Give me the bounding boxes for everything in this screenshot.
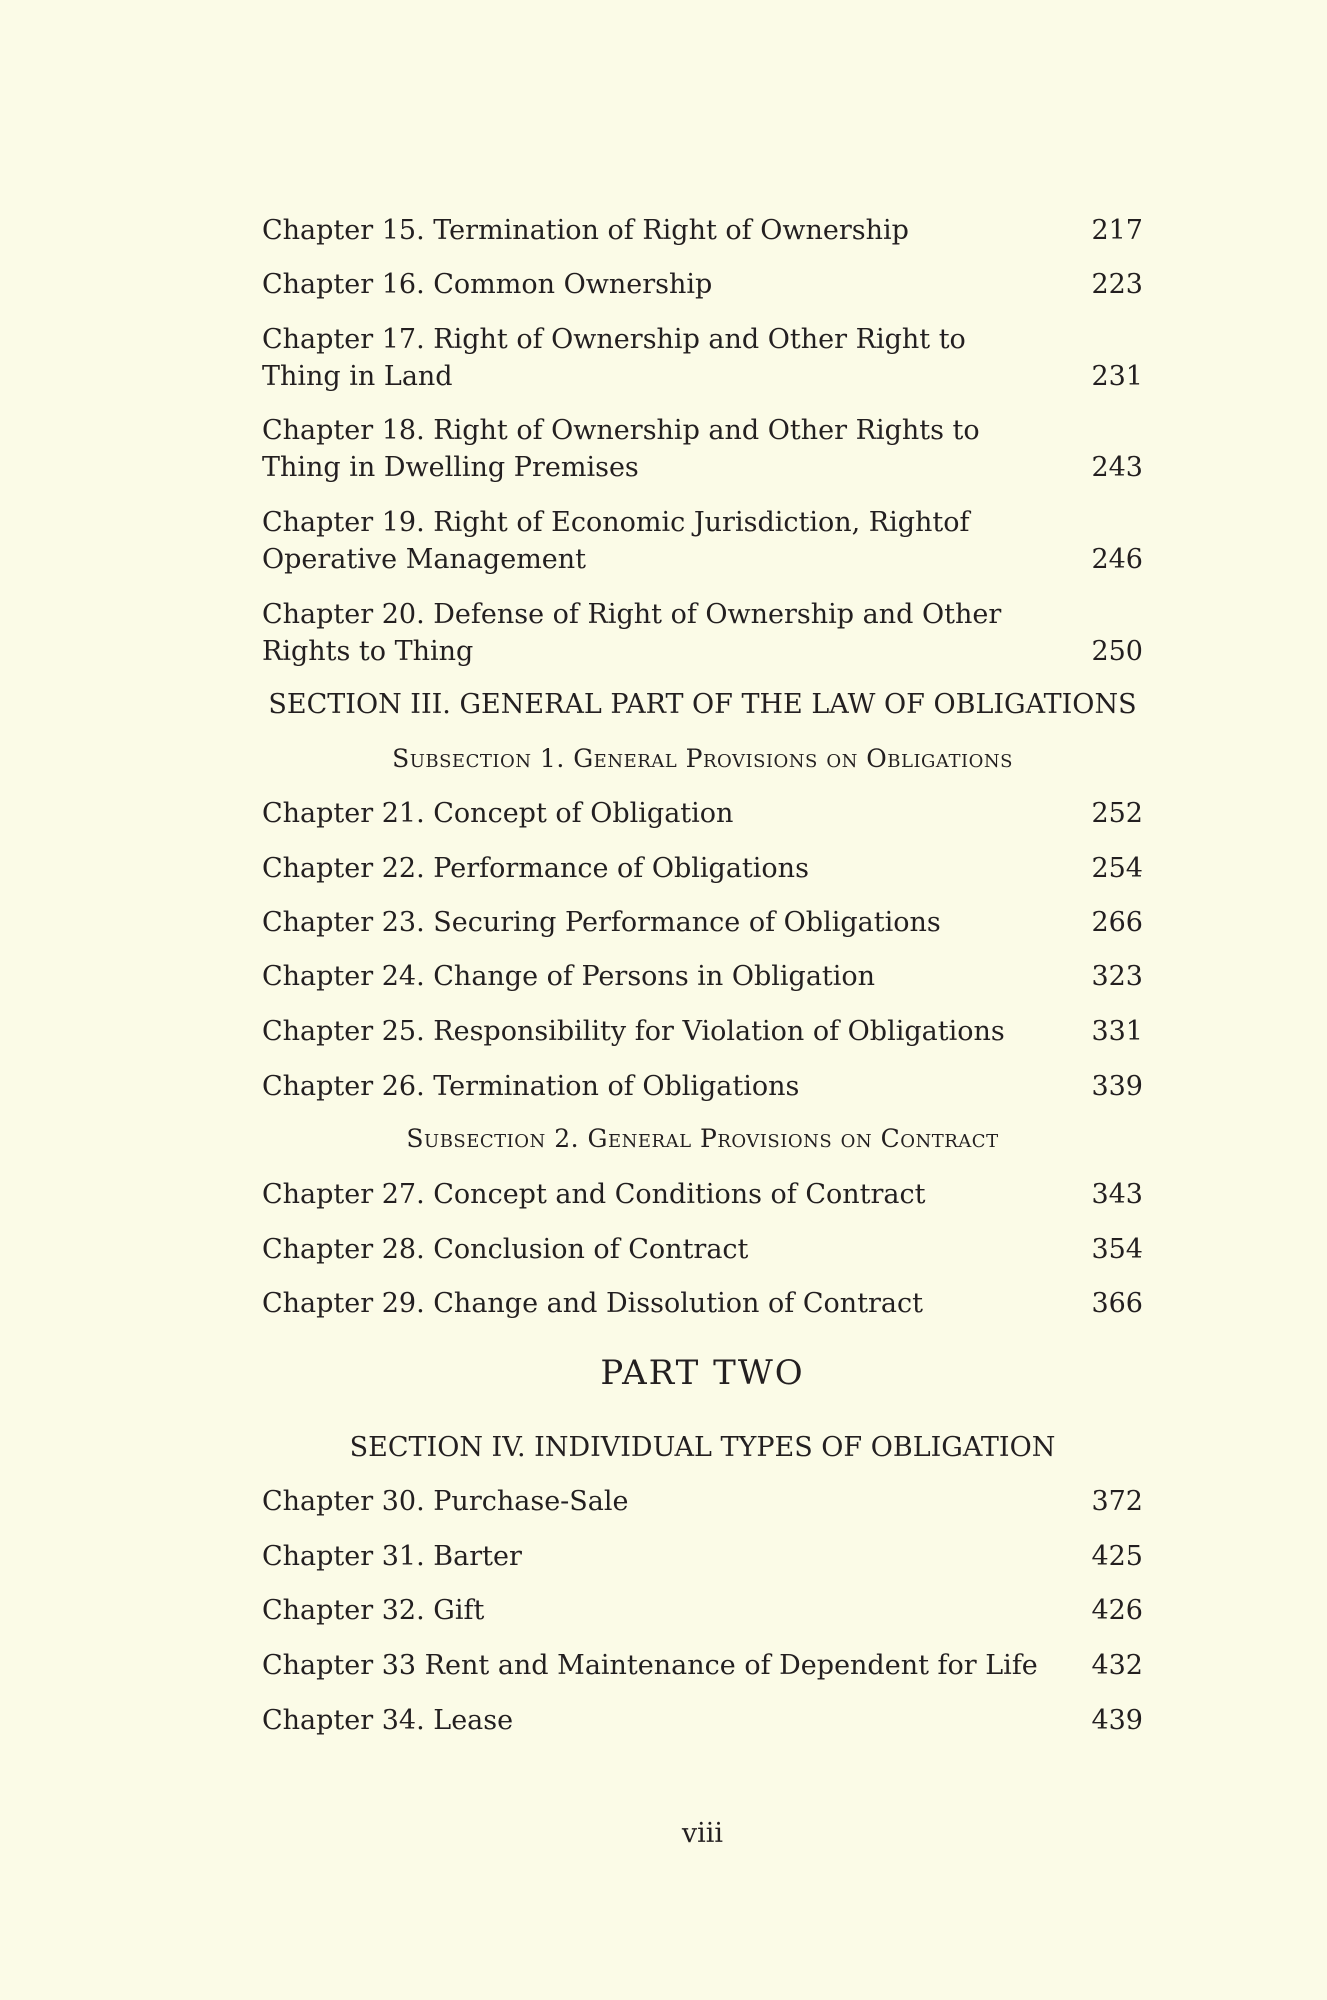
toc-entry-title: Chapter 32. Gift xyxy=(262,1595,485,1626)
toc-entry-page: 425 xyxy=(1091,1541,1143,1572)
toc-entry xyxy=(262,1176,1143,1213)
toc-entry-title: Chapter 29. Change and Dissolution of Contract xyxy=(262,1288,923,1319)
toc-entry-title: Chapter 22. Performance of Obligations xyxy=(262,853,809,884)
toc-entry-title: Chapter 27. Concept and Conditions of Contract xyxy=(262,1179,926,1210)
toc-entry-title: Chapter 21. Concept of Obligation xyxy=(262,798,734,829)
toc-entry-page: 246 xyxy=(1091,544,1143,575)
toc-entry-page: 343 xyxy=(1091,1179,1143,1210)
toc-entry xyxy=(262,1231,1143,1268)
toc-entry-title: Chapter 31. Barter xyxy=(262,1541,522,1572)
toc-entry xyxy=(262,321,1143,395)
toc-entry xyxy=(262,1483,1143,1520)
toc-entry-page: 372 xyxy=(1091,1486,1143,1517)
toc-entry-title: Chapter 33 Rent and Maintenance of Dependent for Life xyxy=(262,1650,1038,1681)
toc-entry-title: Chapter 28. Conclusion of Contract xyxy=(262,1234,749,1265)
toc-entry-title: Chapter 17. Right of Ownership and Other Right to Thing in Land xyxy=(262,324,966,392)
toc-entry xyxy=(262,1013,1143,1050)
toc-entry xyxy=(262,1068,1143,1105)
toc-entry xyxy=(262,958,1143,995)
toc-entry-page: 366 xyxy=(1091,1288,1143,1319)
subsection-heading: Subsection 1. General Provisions on Obligations xyxy=(392,744,1013,773)
toc-entry xyxy=(262,266,1143,303)
toc-entry-title: Chapter 18. Right of Ownership and Other Rights to Thing in Dwelling Premises xyxy=(262,415,980,483)
section-heading: SECTION III. GENERAL PART OF THE LAW OF OBLIGATIONS xyxy=(268,689,1137,720)
toc-entry-page: 231 xyxy=(1091,361,1143,392)
toc-entry-page: 354 xyxy=(1091,1234,1143,1265)
toc-entry-title: Chapter 20. Defense of Right of Ownership and Other Rights to Thing xyxy=(262,599,1002,667)
toc-entry-page: 432 xyxy=(1091,1650,1143,1681)
toc-entry-page: 339 xyxy=(1091,1071,1143,1102)
toc-entry-page: 331 xyxy=(1091,1016,1143,1047)
toc-entry-title: Chapter 19. Right of Economic Jurisdiction, Rightof Operative Management xyxy=(262,507,970,575)
toc-entry-page: 243 xyxy=(1091,452,1143,483)
toc-entry xyxy=(262,1592,1143,1629)
toc-entry-page: 217 xyxy=(1091,215,1143,246)
toc-entry-page: 439 xyxy=(1091,1705,1143,1736)
toc-entry-title: Chapter 23. Securing Performance of Obligations xyxy=(262,907,941,938)
toc-entry xyxy=(262,1702,1143,1739)
toc-entry xyxy=(262,596,1143,670)
toc-entry xyxy=(262,412,1143,486)
toc-entry-page: 250 xyxy=(1091,636,1143,667)
toc-entry xyxy=(262,504,1143,578)
toc-entry xyxy=(262,795,1143,832)
toc-entry-title: Chapter 26. Termination of Obligations xyxy=(262,1071,800,1102)
toc-entry-page: 323 xyxy=(1091,961,1143,992)
toc-entry-page: 223 xyxy=(1091,269,1143,300)
section-heading: SECTION IV. INDIVIDUAL TYPES OF OBLIGATION xyxy=(349,1432,1056,1463)
part-heading: PART TWO xyxy=(600,1353,805,1393)
toc-entry xyxy=(262,1647,1143,1684)
toc-entry-title: Chapter 34. Lease xyxy=(262,1705,514,1736)
toc-entry xyxy=(262,850,1143,887)
toc-entry xyxy=(262,212,1143,249)
page-number: viii xyxy=(681,1818,724,1849)
toc-entry-page: 426 xyxy=(1091,1595,1143,1626)
toc-entry-page: 266 xyxy=(1091,907,1143,938)
toc-entry xyxy=(262,1285,1143,1322)
toc-entry-title: Chapter 15. Termination of Right of Ownership xyxy=(262,215,909,246)
toc-entry-title: Chapter 16. Common Ownership xyxy=(262,269,713,300)
toc-entry-title: Chapter 24. Change of Persons in Obligation xyxy=(262,961,876,992)
toc-entry-page: 254 xyxy=(1091,853,1143,884)
toc-entry-title: Chapter 30. Purchase-Sale xyxy=(262,1486,629,1517)
toc-entry-page: 252 xyxy=(1091,798,1143,829)
toc-entry-title: Chapter 25. Responsibility for Violation of Obligations xyxy=(262,1016,1005,1047)
toc-entry xyxy=(262,1538,1143,1575)
toc-entry xyxy=(262,904,1143,941)
subsection-heading: Subsection 2. General Provisions on Contract xyxy=(406,1124,999,1153)
